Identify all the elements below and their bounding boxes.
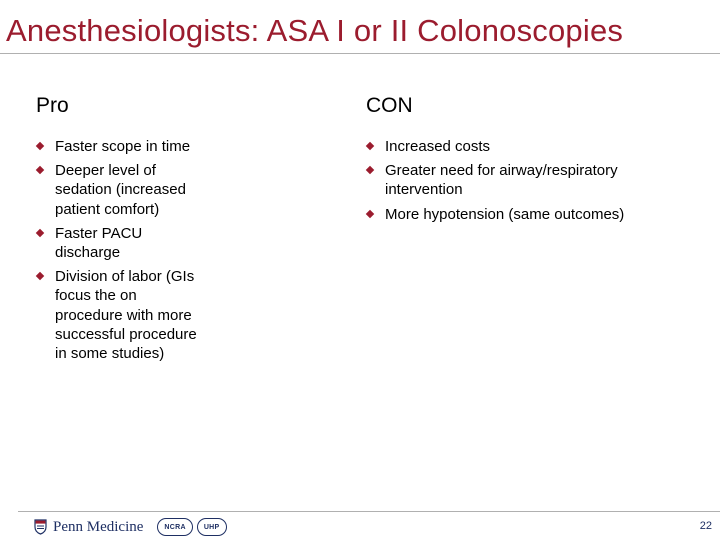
con-list: [366, 137, 686, 229]
diamond-bullet-icon: [36, 229, 44, 237]
list-item: [366, 205, 686, 224]
badge-right: UHP: [197, 518, 227, 536]
con-item-text: Greater need for airway/respiratory intervention: [385, 162, 618, 199]
list-item: [366, 161, 686, 199]
pro-item-text: Deeper level of sedation (increased patient comfort): [55, 162, 186, 218]
diamond-bullet-icon: [366, 142, 374, 150]
list-item: [366, 137, 686, 156]
pro-item-text: Division of labor (GIs focus the on procedure with more successful procedure in some studies): [55, 268, 197, 363]
pro-item-text: Faster scope in time: [55, 138, 191, 155]
diamond-bullet-icon: [366, 166, 374, 174]
title-divider: [0, 53, 720, 54]
diamond-bullet-icon: [366, 209, 374, 217]
list-item: [36, 137, 206, 156]
shield-icon: [34, 519, 47, 535]
diamond-bullet-icon: [36, 272, 44, 280]
page-number: 22: [699, 520, 712, 532]
pro-list: [36, 137, 206, 368]
logo-text: Penn Medicine: [53, 518, 144, 535]
pro-heading: Pro: [36, 94, 69, 117]
diamond-bullet-icon: [36, 142, 44, 150]
list-item: [36, 267, 206, 363]
con-item-text: More hypotension (same outcomes): [385, 205, 625, 223]
diamond-bullet-icon: [36, 166, 44, 174]
badge-left: NCRA: [157, 518, 192, 536]
footer-divider: [18, 511, 720, 512]
pro-item-text: Faster PACU discharge: [55, 224, 143, 262]
slide-title: Anesthesiologists: ASA I or II Colonoscopies: [6, 13, 624, 48]
con-heading: CON: [366, 94, 413, 117]
con-item-text: Increased costs: [385, 138, 491, 155]
penn-medicine-logo: [34, 516, 227, 538]
list-item: [36, 224, 206, 262]
list-item: [36, 161, 206, 219]
